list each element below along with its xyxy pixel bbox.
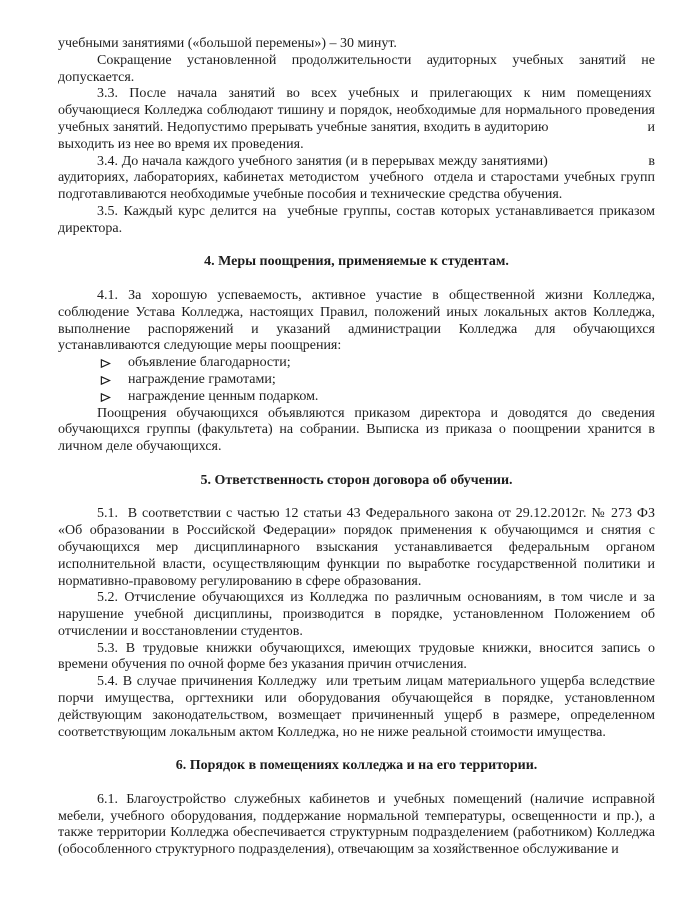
list-item-label: награждение грамотами;	[128, 371, 276, 387]
paragraph-shortening: Сокращение установленной продолжительности аудиторных учебных занятий не допускается.	[58, 52, 655, 85]
paragraph-3-3: 3.3. После начала занятий во всех учебных и прилегающих к ним помещениях обучающиеся Колледжа соблюдают тишину и порядок, необходимые для нормального проведения учебных занятий. Недопустимо прерывать учебные занятия, входить в аудиторию и выходить из нее во время их проведения.	[58, 86, 655, 152]
encouragement-bullet-list	[58, 355, 655, 405]
paragraph-3-5: 3.5. Каждый курс делится на учебные группы, состав которых устанавливается приказом директора.	[58, 203, 655, 236]
paragraph-5-2: 5.2. Отчисление обучающихся из Колледжа по различным основаниям, в том числе и за нарушение учебной дисциплины, производится в порядке, установленном Положением об отчислении и восстановлении студентов.	[58, 590, 655, 639]
section-6-heading: 6. Порядок в помещениях колледжа и на его территории.	[175, 758, 538, 774]
list-item	[58, 355, 655, 372]
paragraph-continuation: учебными занятиями («большой перемены») – 30 минут.	[58, 36, 397, 51]
list-item	[58, 372, 655, 389]
paragraph-3-4: 3.4. До начала каждого учебного занятия (и в перерывах между занятиями) в аудиториях, лабораториях, кабинетах методистом учебного отдела и старостами учебных групп подготавливаются необходимые учебные пособия и технические средства обучения.	[58, 153, 655, 203]
arrowhead-right-icon	[100, 358, 111, 369]
paragraph-4-1: 4.1. За хорошую успеваемость, активное участие в общественной жизни Колледжа, соблюдение Устава Колледжа, настоящих Правил, положений иных локальных актов Колледжа, выполнение распоряжений и указаний администрации Колледжа для обучающихся устанавливаются следующие меры поощрения:	[58, 287, 655, 354]
paragraph-5-4: 5.4. В случае причинения Колледжу или третьим лицам материального ущерба вследствие порчи имущества, оргтехники или оборудования обучающейся в порядке, установленном действующим законодательством, возмещает причиненный ущерб в размере, определенном соответствующим локальным актом Колледжа, но не ниже реальной стоимости имущества.	[58, 674, 655, 740]
section-5-heading: 5. Ответственность сторон договора об обучении.	[200, 472, 513, 488]
paragraph-5-3: 5.3. В трудовые книжки обучающихся, имеющих трудовые книжки, вносится запись о времени обучения по очной форме без указания причин отчисления.	[58, 640, 655, 673]
list-item-label: награждение ценным подарком.	[128, 388, 319, 404]
list-item-label: объявление благодарности;	[128, 355, 291, 371]
paragraph-6-1: 6.1. Благоустройство служебных кабинетов и учебных помещений (наличие исправной мебели, учебного оборудования, поддержание нормальной температуры, освещенности и пр.), а также территории Колледжа обеспечивается структурным подразделением (работником) Колледжа (обособленного структурного подразделения), отвечающим за хозяйственное обслуживание и	[58, 791, 655, 858]
arrowhead-right-icon	[100, 375, 111, 386]
arrowhead-right-icon	[100, 392, 111, 403]
paragraph-4-encouragement-order: Поощрения обучающихся объявляются приказом директора и доводятся до сведения обучающихся группы (факультета) на собрании. Выписка из приказа о поощрении хранится в личном деле обучающихся.	[58, 405, 655, 455]
list-item	[58, 389, 655, 406]
paragraph-5-1: 5.1. В соответствии с частью 12 статьи 43 Федерального закона от 29.12.2012г. № 273 ФЗ «Об образовании в Российской Федерации» порядок применения к обучающимся и снятия с обучающихся мер дисциплинарного взыскания устанавливается федеральным органом исполнительной власти, осуществляющим функции по выработке государственной политики и нормативно-правовому регулированию в сфере образования.	[58, 506, 655, 589]
section-4-heading: 4. Меры поощрения, применяемые к студентам.	[204, 254, 509, 270]
